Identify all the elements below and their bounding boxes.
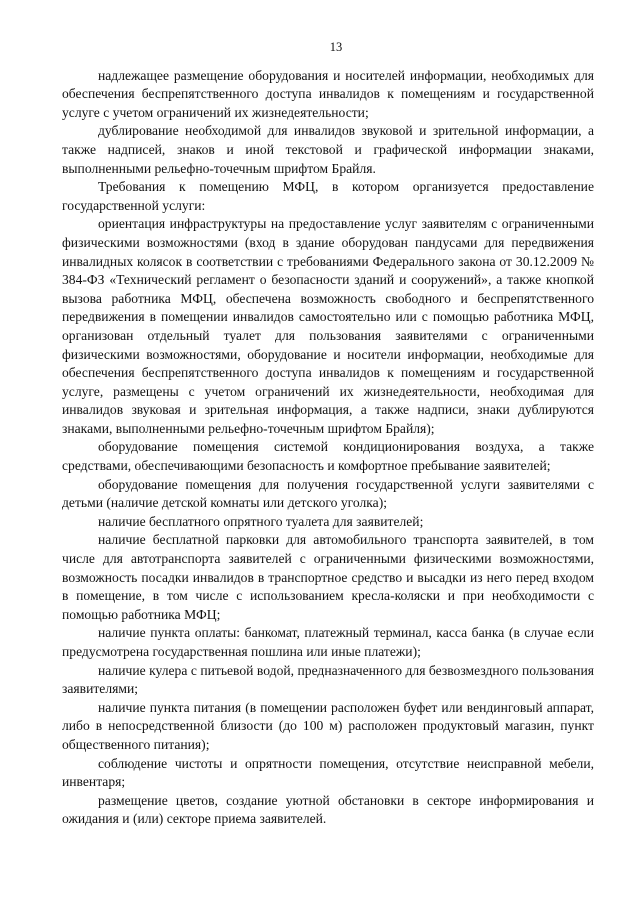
paragraph: наличие пункта оплаты: банкомат, платежный терминал, касса банка (в случае если предусмотрена государственная пошлина или иные платежи); [62,625,594,659]
paragraph: ориентация инфраструктуры на предоставление услуг заявителям с ограниченными физическими возможностями (вход в здание оборудован пандусами для передвижения инвалидных колясок в соответствии с требованиями Федерального закона от 30.12.2009 № 384-ФЗ «Технический регламент о безопасности зданий и сооружений», а также кнопкой вызова работника МФЦ, обеспечена возможность свободного и беспрепятственного передвижения в помещении инвалидов самостоятельно или с помощью работника МФЦ, организован отдельный туалет для пользования заявителями с ограниченными физическими возможностями, оборудование и носители информации, необходимые для обеспечения беспрепятственного доступа инвалидов к помещениям и государственной услуге, размещены с учетом ограничений их жизнедеятельности, необходимая для инвалидов звуковая и зрительная информация, а также надписи, знаки дублируются знаками, выполненными рельефно-точечным шрифтом Брайля); [62,216,594,436]
paragraph: наличие бесплатной парковки для автомобильного транспорта заявителей, в том числе для автотранспорта заявителей с ограниченными физическими возможностями, возможность посадки инвалидов в транспортное средство и высадки из него перед входом в помещение, в том числе с использованием кресла-коляски и при необходимости с помощью работника МФЦ; [62,532,594,622]
paragraph: наличие кулера с питьевой водой, предназначенного для безвозмездного пользования заявителями; [62,662,594,697]
paragraph: размещение цветов, создание уютной обстановки в секторе информирования и ожидания и (или) секторе приема заявителей. [62,792,594,827]
paragraph: Требования к помещению МФЦ, в котором организуется предоставление государственной услуги: [62,179,594,213]
paragraph: надлежащее размещение оборудования и носителей информации, необходимых для обеспечения беспрепятственного доступа инвалидов к помещениям и государственной услуге с учетом ограничений их жизнедеятельности; [62,67,594,120]
paragraph: наличие пункта питания (в помещении расположен буфет или вендинговый аппарат, либо в непосредственной близости (до 100 м) расположен продуктовый магазин, пункт общественного питания); [62,699,594,752]
paragraph: наличие бесплатного опрятного туалета для заявителей; [98,513,424,529]
paragraph: соблюдение чистоты и опрятности помещения, отсутствие неисправной мебели, инвентаря; [62,755,594,790]
paragraph: оборудование помещения системой кондиционирования воздуха, а также средствами, обеспечивающими безопасность и комфортное пребывание заявителей; [62,439,594,474]
document-page [62,0,594,829]
paragraph: дублирование необходимой для инвалидов звуковой и зрительной информации, а также надписей, знаков и иной текстовой и графической информации знаками, выполненными рельефно-точечным шрифтом Брайля. [62,123,594,176]
paragraph: оборудование помещения для получения государственной услуги заявителями с детьми (наличие детской комнаты или детского уголка); [62,476,594,511]
page-number: 13 [329,40,343,54]
